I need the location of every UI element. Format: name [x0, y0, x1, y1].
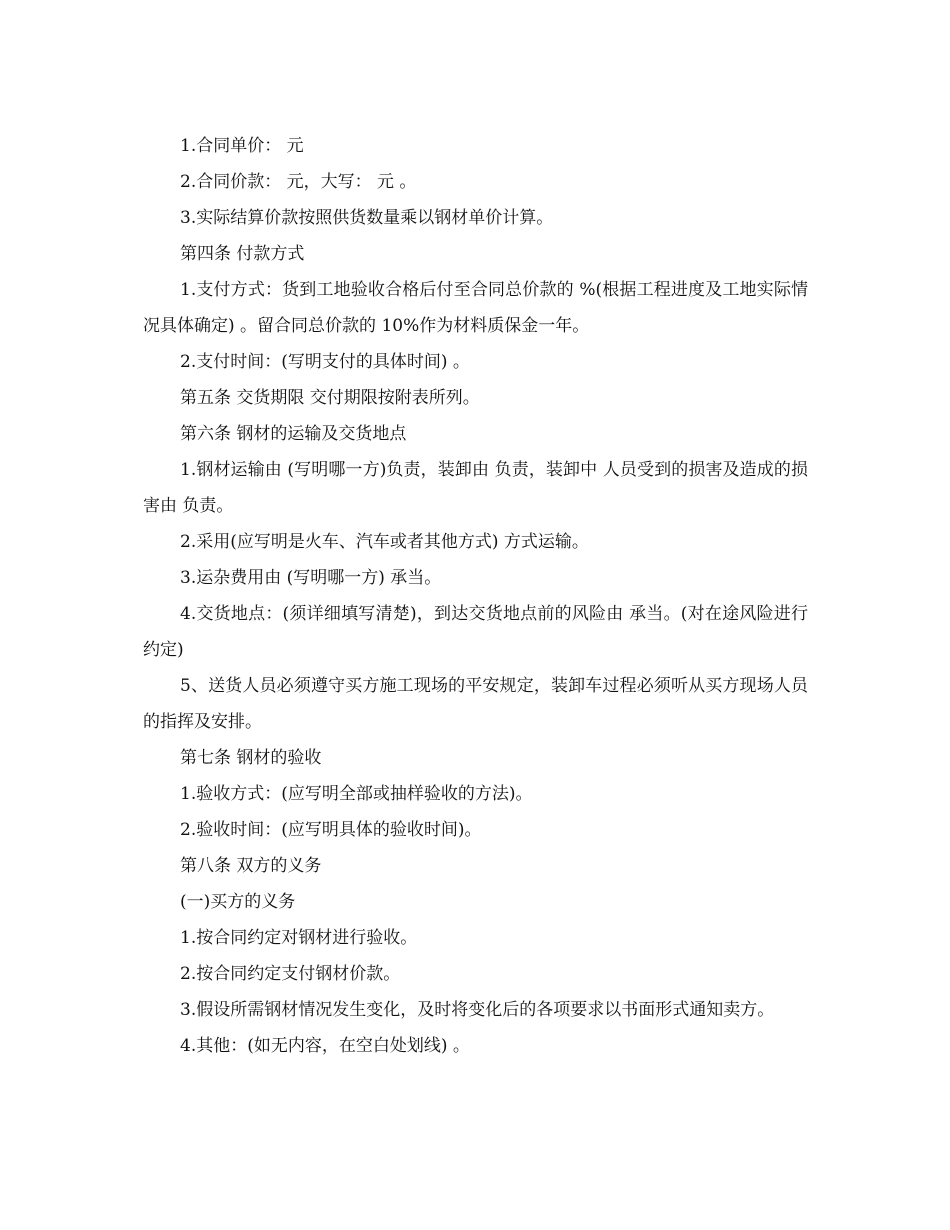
- paragraph-delivery-place: 4.交货地点：(须详细填写清楚)，到达交货地点前的风险由 承当。(对在途风险进行约定): [143, 604, 808, 660]
- paragraph-unit-price: 1.合同单价： 元: [180, 136, 304, 156]
- paragraph-settlement: 3.实际结算价款按照供货数量乘以钢材单价计算。: [180, 208, 554, 228]
- paragraph-transport-mode: 2.采用(应写明是火车、汽车或者其他方式) 方式运输。: [180, 532, 589, 552]
- paragraph-inspection-time: 2.验收时间：(应写明具体的验收时间)。: [180, 820, 482, 840]
- paragraph-transport-responsibility: 1.钢材运输由 (写明哪一方)负责，装卸由 负责，装卸中 人员受到的损害及造成的损害由 负责。: [143, 460, 808, 516]
- paragraph-delivery-staff: 5、送货人员必须遵守买方施工现场的平安规定，装卸车过程必须听从买方现场人员的指挥及安排。: [143, 676, 808, 732]
- paragraph-buyer-notify: 3.假设所需钢材情况发生变化，及时将变化后的各项要求以书面形式通知卖方。: [180, 1000, 775, 1020]
- subheading-buyer-obligations: (一)买方的义务: [180, 892, 296, 912]
- paragraph-payment-time: 2.支付时间：(写明支付的具体时间) 。: [180, 352, 470, 372]
- paragraph-payment-method: 1.支付方式：货到工地验收合格后付至合同总价款的 %(根据工程进度及工地实际情况具体确定) 。留合同总价款的 10%作为材料质保金一年。: [143, 280, 808, 336]
- paragraph-contract-price: 2.合同价款： 元，大写： 元 。: [180, 172, 417, 192]
- heading-article-4: 第四条 付款方式: [180, 244, 305, 264]
- paragraph-inspection-method: 1.验收方式：(应写明全部或抽样验收的方法)。: [180, 784, 533, 804]
- paragraph-buyer-inspect: 1.按合同约定对钢材进行验收。: [180, 928, 418, 948]
- paragraph-freight-cost: 3.运杂费用由 (写明哪一方) 承当。: [180, 568, 442, 588]
- paragraph-buyer-other: 4.其他：(如无内容，在空白处划线) 。: [180, 1036, 470, 1056]
- paragraph-buyer-pay: 2.按合同约定支付钢材价款。: [180, 964, 401, 984]
- heading-article-6: 第六条 钢材的运输及交货地点: [180, 424, 407, 444]
- heading-article-5: 第五条 交货期限 交付期限按附表所列。: [180, 388, 480, 408]
- heading-article-7: 第七条 钢材的验收: [180, 748, 322, 768]
- heading-article-8: 第八条 双方的义务: [180, 856, 322, 876]
- document-body: [143, 128, 808, 1064]
